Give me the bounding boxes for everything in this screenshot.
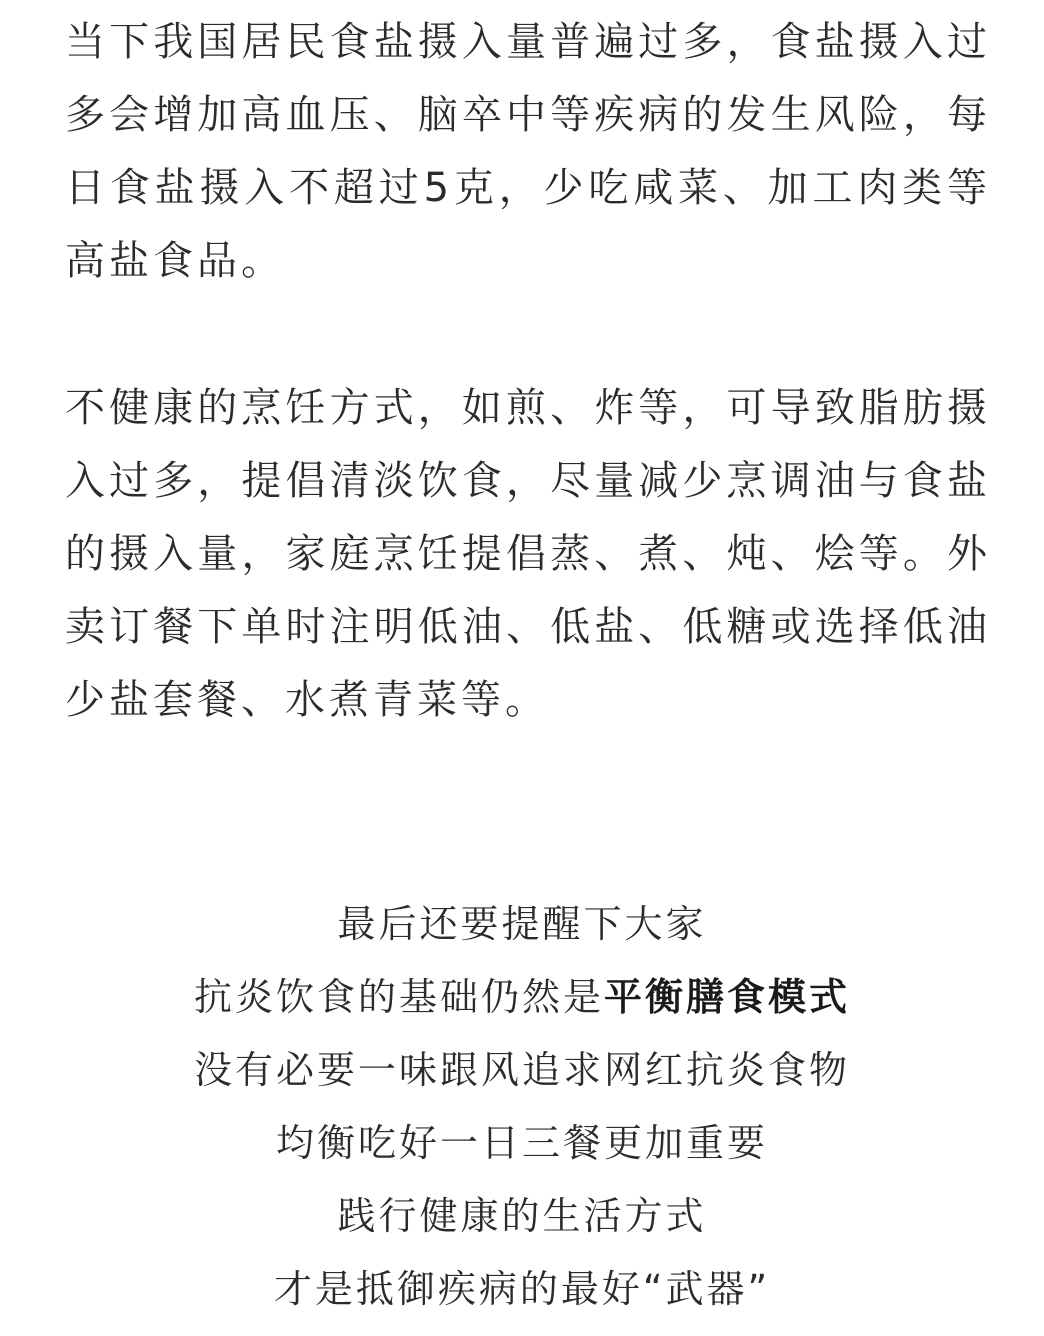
- paragraph-cooking-methods: 不健康的烹饪方式，如煎、炸等，可导致脂肪摄入过多，提倡清淡饮食，尽量减少烹调油与食盐的摄入量，家庭烹饪提倡蒸、煮、炖、烩等。外卖订餐下单时注明低油、低盐、低糖或选择低油少盐套餐、水煮青菜等。: [65, 385, 991, 723]
- closing-line-three-meals: 均衡吃好一日三餐更加重要: [275, 1121, 768, 1165]
- closing-remarks: [0, 888, 1044, 1326]
- closing-line-foundation: [0, 961, 1044, 1034]
- closing-line-reminder: 最后还要提醒下大家: [337, 902, 707, 946]
- closing-line-no-trends: 没有必要一味跟风追求网红抗炎食物: [193, 1048, 850, 1092]
- closing-line-best-weapon: 才是抵御疾病的最好“武器”: [273, 1267, 771, 1311]
- emphasis-balanced-diet: 平衡膳食模式: [604, 975, 851, 1019]
- paragraph-salt-intake: 当下我国居民食盐摄入量普遍过多，食盐摄入过多会增加高血压、脑卒中等疾病的发生风险，每日食盐摄入不超过5克，少吃咸菜、加工肉类等高盐食品。: [65, 19, 991, 284]
- closing-line-foundation-prefix: 抗炎饮食的基础仍然是: [193, 975, 604, 1019]
- closing-line-lifestyle: 践行健康的生活方式: [337, 1194, 707, 1238]
